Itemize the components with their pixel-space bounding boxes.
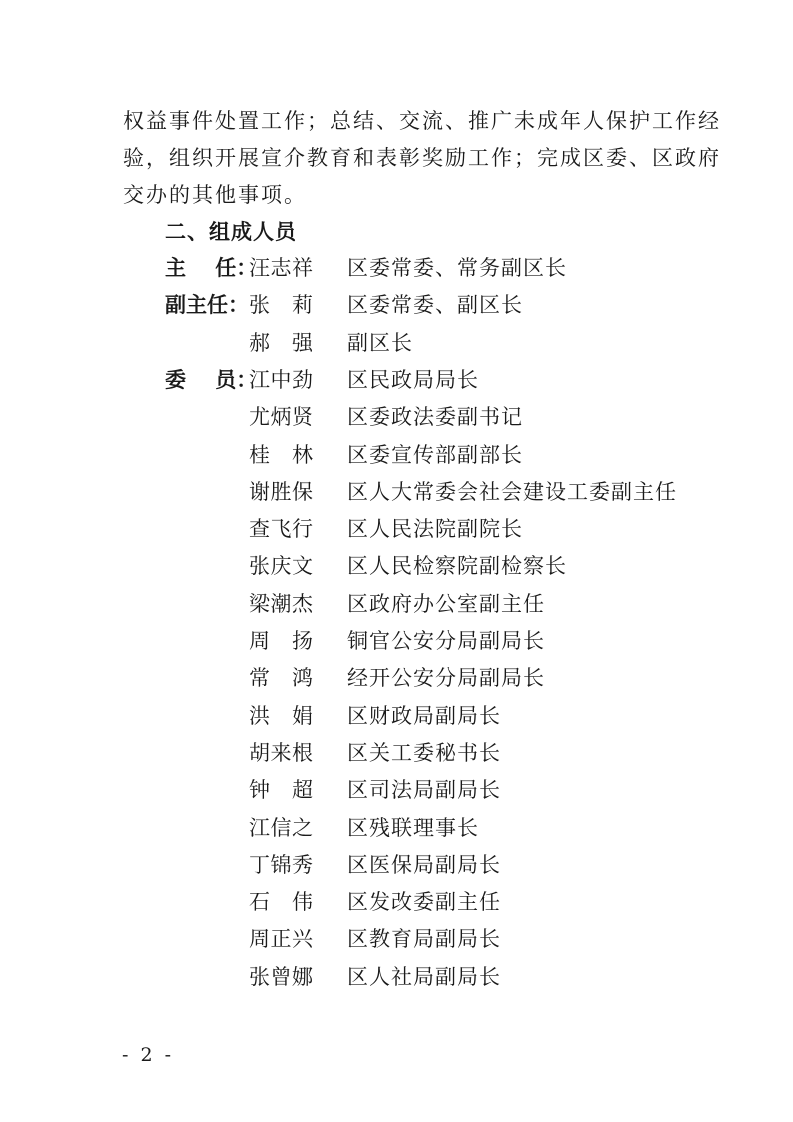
member-name: 丁锦秀 [249,852,313,877]
member-row [0,254,793,284]
member-row [0,814,793,844]
member-title: 区发改委副主任 [347,890,501,915]
member-name: 梁潮杰 [249,591,313,616]
member-title: 区财政局副局长 [347,703,501,728]
member-row [0,739,793,769]
paragraph-line-1: 权益事件处置工作；总结、交流、推广未成年人保护工作经 [123,109,721,133]
member-title: 区委常委、副区长 [347,293,523,318]
member-title: 区残联理事长 [347,815,479,840]
member-title: 区关工委秘书长 [347,740,501,765]
member-name: 尤炳贤 [249,405,313,430]
member-role: 主 任： [165,256,258,280]
member-title: 经开公安分局副局长 [347,666,545,691]
member-title: 铜官公安分局副局长 [347,629,545,653]
member-row [0,403,793,433]
page-number: - 2 - [122,1044,175,1066]
member-title: 区人社局副局长 [347,964,501,989]
section-heading: 二、组成人员 [165,220,297,244]
member-title: 区委常委、常务副区长 [347,256,567,280]
member-row [0,478,793,508]
member-title: 区教育局副局长 [347,927,501,952]
member-name: 汪志祥 [249,256,313,280]
member-row [0,851,793,881]
member-title: 副区长 [347,330,413,355]
member-row [0,366,793,396]
member-name: 张庆文 [249,554,313,579]
member-title: 区医保局副局长 [347,852,501,877]
paragraph-line-3: 交办的其他事项。 [123,183,307,207]
member-title: 区委宣传部副部长 [347,442,523,467]
member-name: 周正兴 [249,927,313,952]
member-name: 谢胜保 [249,479,313,504]
member-row: 钟 超 区司法局副局长 [249,778,501,803]
member-row: 周 扬 铜官公安分局副局长 [249,629,545,653]
member-row: 桂 林 区委宣传部副部长 [249,442,523,467]
member-row: 常 鸿 经开公安分局副局长 [249,666,545,691]
member-title: 区人大常委会社会建设工委副主任 [347,479,677,504]
member-title: 区政府办公室副主任 [347,591,545,616]
member-title: 区委政法委副书记 [347,405,523,430]
member-row: 洪 娟 区财政局副局长 [249,703,501,728]
member-row: 副主任： 张 莉 区委常委、副区长 [165,293,523,318]
member-name: 张曾娜 [249,964,313,989]
member-title: 区人民法院副院长 [347,517,523,542]
member-name: 江中劲 [249,367,313,392]
paragraph-line-2: 验，组织开展宣介教育和表彰奖励工作；完成区委、区政府 [123,146,721,170]
member-row [0,925,793,955]
member-name: 查飞行 [249,517,313,542]
member-row [0,515,793,545]
member-role: 副主任： [165,293,249,318]
member-row [0,590,793,620]
member-title: 区司法局副局长 [347,778,501,803]
member-title: 区人民检察院副检察长 [347,554,567,579]
member-title: 区民政局局长 [347,367,479,392]
member-name: 胡来根 [249,740,313,765]
member-row: 郝 强 副区长 [249,330,413,355]
member-row [0,963,793,993]
member-row [0,552,793,582]
member-name: 江信之 [249,815,313,840]
member-row: 石 伟 区发改委副主任 [249,890,501,915]
member-role: 委 员： [165,367,258,392]
